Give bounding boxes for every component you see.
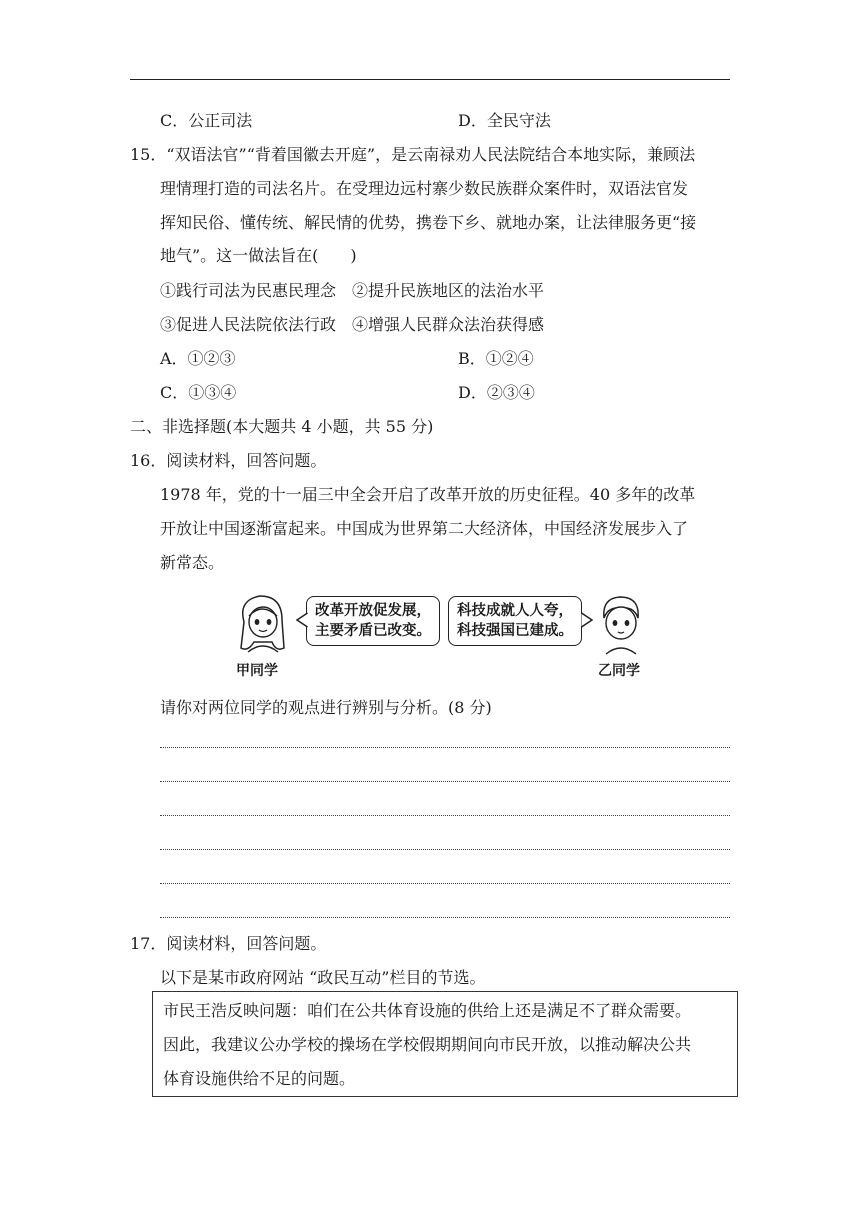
bubble-right-line-1: 科技成就人人夸， [457,603,573,619]
q16-question: 请你对两位同学的观点进行辨别与分析。(8 分) [160,698,492,717]
speech-bubble-right [448,596,582,646]
bubble-left-line-1: 改革开放促发展， [315,603,431,619]
q16-material-1: 1978 年，党的十一届三中全会开启了改革开放的历史征程。40 多年的改革 [160,485,696,504]
q15-line-1: 15．“双语法官”“背着国徽去开庭”，是云南禄劝人民法院结合本地实际，兼顾法 [130,145,696,164]
girl-student-illustration [232,592,294,658]
answer-line[interactable] [160,781,730,782]
speech-bubble-left [306,596,440,646]
q15-option-d: D．②③④ [458,383,535,402]
student-dialogue-figure [232,590,662,682]
bubble-left-line-2: 主要矛盾已改变。 [315,623,431,639]
q17-box-line-1: 市民王浩反映问题：咱们在公共体育设施的供给上还是满足不了群众需要。 [163,1001,692,1020]
boy-student-illustration [590,592,652,658]
q14-option-c: C．公正司法 [160,111,253,130]
answer-line[interactable] [160,917,730,918]
section-title: 二、非选择题(本大题共 4 小题，共 55 分) [130,417,434,436]
q16-material-3: 新常态。 [160,553,225,572]
label-student-yi: 乙同学 [598,663,640,679]
q15-line-4: 地气”。这一做法旨在( ) [160,246,357,265]
q15-option-b: B．①②④ [458,349,534,368]
q14-option-d: D．全民守法 [458,111,551,130]
q15-statement-2: ③促进人民法院依法行政 ④增强人民群众法治获得感 [160,315,545,334]
q17-material-box [152,991,738,1097]
q17-box-line-2: 因此，我建议公办学校的操场在学校假期期间向市民开放，以推动解决公共 [163,1035,692,1054]
q15-option-a: A．①②③ [160,349,236,368]
label-student-jia: 甲同学 [236,663,278,679]
bubble-right-line-2: 科技强国已建成。 [457,623,573,639]
q15-line-3: 挥知民俗、懂传统、解民情的优势，携卷下乡、就地办案，让法律服务更“接 [160,213,697,232]
q17-head: 17．阅读材料，回答问题。 [130,934,327,953]
q16-material-2: 开放让中国逐渐富起来。中国成为世界第二大经济体，中国经济发展步入了 [160,519,689,538]
q16-head: 16．阅读材料，回答问题。 [130,451,327,470]
answer-line[interactable] [160,883,730,884]
q15-statement-1: ①践行司法为民惠民理念 ②提升民族地区的法治水平 [160,281,545,300]
q15-option-c: C．①③④ [160,383,237,402]
q15-line-2: 理情理打造的司法名片。在受理边远村寨少数民族群众案件时，双语法官发 [160,179,689,198]
q17-intro: 以下是某市政府网站 “政民互动”栏目的节选。 [160,968,486,987]
header-rule [130,79,730,80]
bubble-left-tail [296,612,308,628]
answer-line[interactable] [160,849,730,850]
answer-line[interactable] [160,815,730,816]
q17-box-line-3: 体育设施供给不足的问题。 [163,1069,356,1088]
answer-line[interactable] [160,747,730,748]
